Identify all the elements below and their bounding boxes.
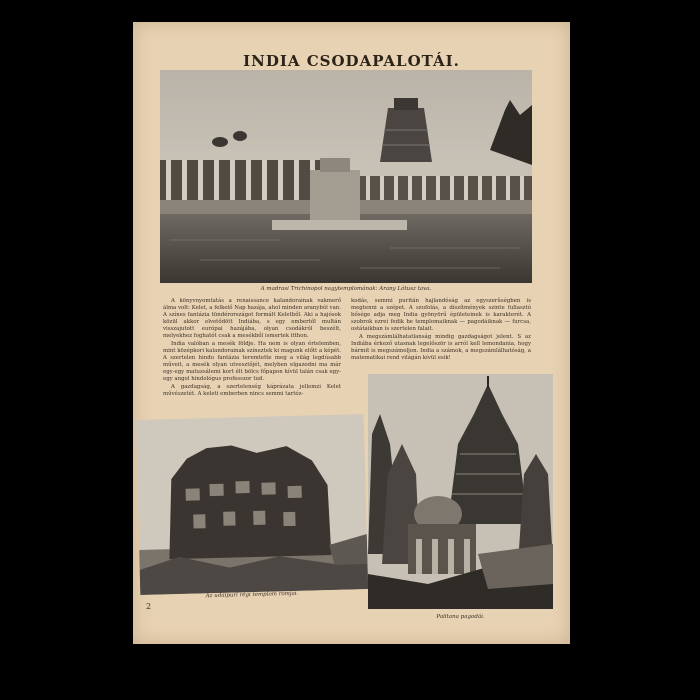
top-photo-temple-tank: [160, 70, 532, 283]
magazine-page: [133, 22, 570, 644]
article-paragraph: A könyvnyomtatás a renaissance kalandorainak vakmerő álma volt: Kelet, a felkelő Nap hazája, ahol minden aranyból van. A színes fantázia tündérországot formált Keletből. Aki a hajósok közül akkor elvetődött Indiába, s egy embertől multán visszajutott európai hazájába, olyan csodákról beszélt, melyekhez foghatót csak a mesékből ismertek itthon.: [163, 298, 341, 339]
article-paragraph: A megszámlálhatatlanság mindig gazdagságot jelent. S az Indiába érkező utasnak legelőször is arról kell lemondania, hogy bármit is megszámoljon. India a számok, a megszámlálhatóság, a matematikai rend világán kívül esik!: [351, 334, 531, 361]
page-number: 2: [146, 602, 152, 611]
bottom-left-photo-caption: Az udaipuri régi templom romjai.: [205, 590, 299, 600]
article-paragraph: kodás, semmi puritán hajlandóság az egyszerűségben is megtenni a szépet. A szufolás, a díszítmények szinte fullasztó bősége adja meg India gyönyörű épületeinek is karakterét. A szobrok ezrei fedik be templomaiknak — pagodáiknak — furcsa, ostátaikban is szertelen falait.: [351, 298, 531, 332]
bottom-left-photo-udaipur-ruins: [136, 414, 369, 595]
article-left-column: [163, 298, 341, 399]
article-paragraph: A gazdagság, a szertelenség káprázata jellemzi Kelet művészetét. A keleti emberben nincs semmi tartóz-: [163, 384, 341, 397]
page-title: INDIA CSODAPALOTÁI.: [243, 52, 460, 70]
bottom-right-photo-palitana-pagodas: [368, 374, 553, 609]
top-photo-caption: A madrasi Trichinopol nagytemplomának: Arany Lótusz tava.: [260, 286, 432, 292]
article-paragraph: India valóban a mesék földje. Ha nem is olyan értelemben, mint középkori kalandorainak színeztek ki magunk előtt a képét. A szertelen hindu fantázia teremtette meg a világ legdúsabb műveit, a mesék olyan utvesztőjét, melyben elgazodni ma már egy-egy matuzsálemi kort élt bölcs főpapon kívül talán csak egy-egy angol hindológus professzor tud.: [163, 341, 341, 382]
bottom-right-photo-caption: Palitana pagodái.: [436, 614, 485, 620]
article-right-column: [351, 298, 531, 363]
